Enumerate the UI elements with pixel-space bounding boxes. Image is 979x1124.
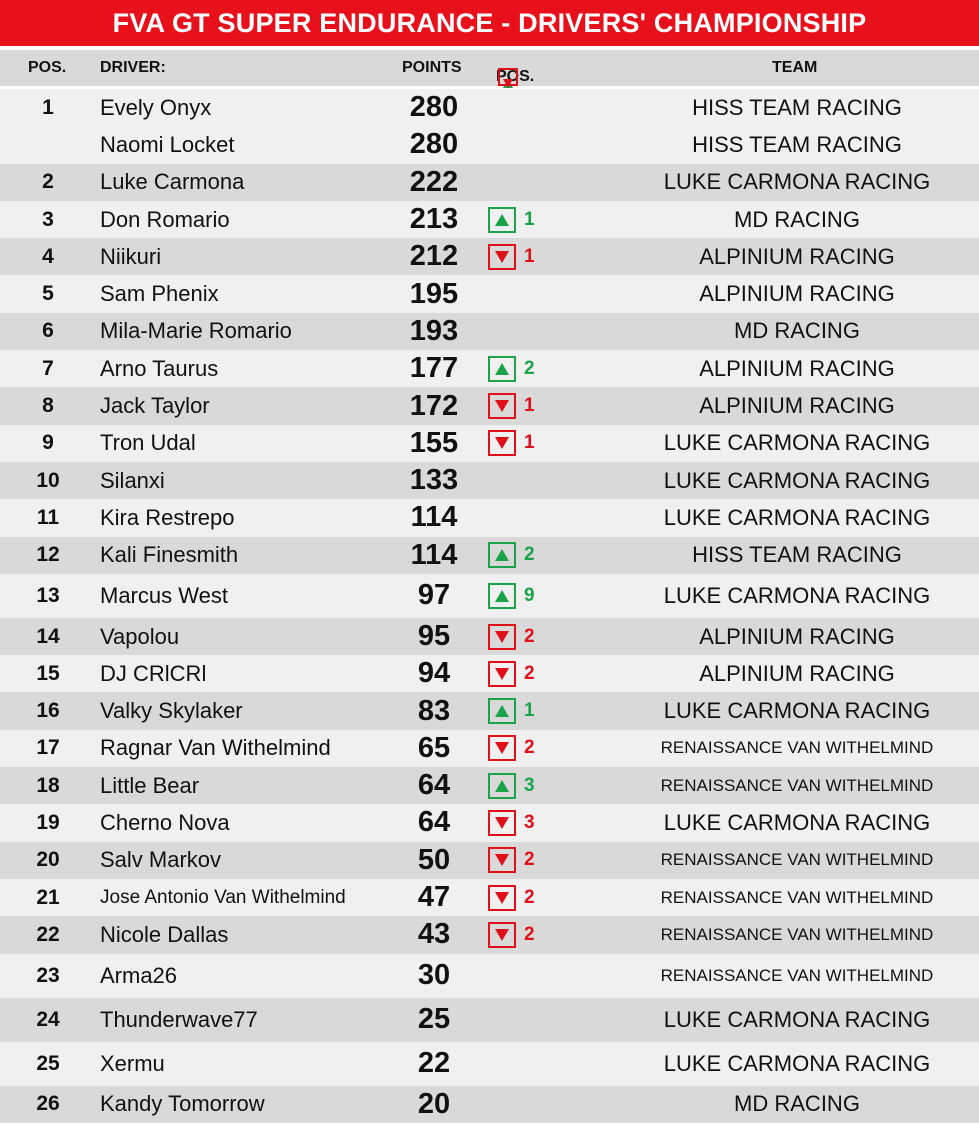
table-row <box>0 164 979 201</box>
position-change-value: 1 <box>524 700 535 722</box>
table-row <box>0 574 979 618</box>
points-cell: 22 <box>417 1047 451 1080</box>
table-row <box>0 804 979 841</box>
team-cell: LUKE CARMONA RACING <box>663 430 931 456</box>
team-cell: LUKE CARMONA RACING <box>663 582 931 608</box>
driver-cell: Vapolou <box>100 623 180 649</box>
points-cell: 114 <box>410 538 458 571</box>
team-cell: HISS TEAM RACING <box>692 542 902 568</box>
position-cell: 14 <box>36 624 60 648</box>
team-cell: RENAISSANCE VAN WITHELMIND <box>660 738 934 758</box>
position-change <box>488 244 535 270</box>
arrow-down-icon <box>488 624 516 650</box>
position-change-value: 2 <box>524 357 535 379</box>
driver-cell: Sam Phenix <box>100 281 219 307</box>
table-row <box>0 537 979 574</box>
driver-cell: Don Romario <box>100 206 230 232</box>
driver-cell: Evely Onyx <box>100 94 212 120</box>
table-row <box>0 618 979 655</box>
position-cell: 22 <box>36 922 60 946</box>
team-cell: RENAISSANCE VAN WITHELMIND <box>660 775 934 795</box>
driver-cell: Jose Antonio Van Withelmind <box>100 886 346 908</box>
arrow-down-icon <box>488 922 516 948</box>
team-cell: ALPINIUM RACING <box>699 393 895 419</box>
position-change <box>488 661 535 687</box>
driver-cell: Arno Taurus <box>100 355 219 381</box>
points-cell: 177 <box>409 352 459 385</box>
team-cell: LUKE CARMONA RACING <box>663 698 931 724</box>
team-cell: LUKE CARMONA RACING <box>663 1050 931 1076</box>
points-cell: 97 <box>417 579 451 612</box>
position-cell: 21 <box>36 885 60 909</box>
position-cell: 24 <box>36 1007 60 1031</box>
position-change <box>488 542 535 568</box>
team-cell: MD RACING <box>734 318 860 344</box>
table-row <box>0 275 979 312</box>
points-cell: 20 <box>417 1087 451 1120</box>
team-cell: ALPINIUM RACING <box>699 355 895 381</box>
team-cell: RENAISSANCE VAN WITHELMIND <box>660 887 934 907</box>
driver-cell: Thunderwave77 <box>100 1006 258 1032</box>
table-row <box>0 499 979 536</box>
position-cell: 4 <box>42 244 54 268</box>
position-cell: 16 <box>36 699 60 723</box>
points-cell: 50 <box>417 843 451 876</box>
arrow-up-icon <box>488 356 516 382</box>
arrow-down-icon <box>488 885 516 911</box>
driver-cell: Silanxi <box>100 467 165 493</box>
arrow-down-icon <box>488 810 516 836</box>
driver-cell: Ragnar Van Withelmind <box>100 735 331 761</box>
position-cell: 15 <box>36 661 60 685</box>
position-change <box>488 207 535 233</box>
arrow-up-icon <box>488 698 516 724</box>
points-cell: 64 <box>417 806 451 839</box>
driver-cell: Jack Taylor <box>100 393 210 419</box>
arrow-up-icon <box>488 207 516 233</box>
position-change-value: 2 <box>524 886 535 908</box>
position-change <box>488 583 535 609</box>
table-row <box>0 313 979 350</box>
position-cell: 1 <box>42 95 54 119</box>
team-cell: HISS TEAM RACING <box>692 131 902 157</box>
header-pos: POS. <box>28 59 67 76</box>
driver-cell: Xermu <box>100 1050 165 1076</box>
position-cell: 10 <box>36 468 60 492</box>
position-cell: 3 <box>42 207 54 231</box>
position-cell: 25 <box>36 1051 60 1075</box>
driver-cell: Kandy Tomorrow <box>100 1091 265 1117</box>
points-cell: 212 <box>409 240 459 273</box>
table-row <box>0 916 979 953</box>
arrow-up-icon <box>488 542 516 568</box>
points-cell: 172 <box>409 389 459 422</box>
driver-cell: Niikuri <box>100 243 162 269</box>
position-change-value: 3 <box>524 774 535 796</box>
points-cell: 94 <box>417 657 451 690</box>
position-change <box>488 847 535 873</box>
position-cell: 23 <box>36 963 60 987</box>
position-change-value: 1 <box>524 432 535 454</box>
position-change-value: 9 <box>524 584 535 606</box>
table-row <box>0 201 979 238</box>
team-cell: ALPINIUM RACING <box>699 623 895 649</box>
team-cell: LUKE CARMONA RACING <box>663 1006 931 1032</box>
position-cell: 12 <box>36 543 60 567</box>
position-change <box>488 773 535 799</box>
points-cell: 30 <box>417 959 451 992</box>
table-row <box>0 462 979 499</box>
table-row <box>0 238 979 275</box>
team-cell: ALPINIUM RACING <box>699 243 895 269</box>
driver-cell: Mila-Marie Romario <box>100 318 292 344</box>
driver-cell: Kali Finesmith <box>100 542 239 568</box>
page-title: FVA GT SUPER ENDURANCE - DRIVERS' CHAMPIONSHIP <box>0 0 979 46</box>
driver-cell: Tron Udal <box>100 430 196 456</box>
position-cell: 6 <box>42 319 54 343</box>
position-change-value: 1 <box>524 208 535 230</box>
points-cell: 195 <box>409 277 459 310</box>
team-cell: LUKE CARMONA RACING <box>663 809 931 835</box>
position-change-value: 2 <box>524 923 535 945</box>
driver-cell: Marcus West <box>100 582 228 608</box>
points-cell: 43 <box>417 918 451 951</box>
points-cell: 193 <box>409 314 459 347</box>
table-row <box>0 730 979 767</box>
table-header <box>0 50 979 86</box>
position-change <box>488 885 535 911</box>
position-cell: 7 <box>42 356 54 380</box>
table-row <box>0 89 979 126</box>
position-cell: 19 <box>36 810 60 834</box>
team-cell: LUKE CARMONA RACING <box>663 169 931 195</box>
table-row <box>0 655 979 692</box>
table-row <box>0 387 979 424</box>
position-change <box>488 735 535 761</box>
arrow-down-icon <box>488 661 516 687</box>
table-row <box>0 425 979 462</box>
header-team: TEAM <box>772 59 818 76</box>
table-row <box>0 1042 979 1086</box>
header-driver: DRIVER: <box>100 59 166 76</box>
driver-cell: Arma26 <box>100 962 178 988</box>
position-change <box>488 624 535 650</box>
arrow-up-icon <box>488 583 516 609</box>
position-change-value: 2 <box>524 544 535 566</box>
team-cell: ALPINIUM RACING <box>699 281 895 307</box>
position-change-value: 2 <box>524 625 535 647</box>
position-change-value: 2 <box>524 849 535 871</box>
driver-cell: Salv Markov <box>100 847 222 873</box>
points-cell: 222 <box>409 165 459 198</box>
arrow-down-icon <box>488 393 516 419</box>
position-cell: 20 <box>36 848 60 872</box>
driver-cell: DJ CRlCRl <box>100 660 207 686</box>
arrow-down-icon <box>488 735 516 761</box>
position-cell: 5 <box>42 282 54 306</box>
standings-table <box>0 89 979 1123</box>
table-row <box>0 126 979 163</box>
position-change-value: 3 <box>524 811 535 833</box>
points-cell: 83 <box>417 694 451 727</box>
position-cell: 8 <box>42 394 54 418</box>
arrow-up-icon <box>488 773 516 799</box>
position-change <box>488 810 535 836</box>
position-cell: 9 <box>42 431 54 455</box>
points-cell: 95 <box>417 620 451 652</box>
position-change <box>488 356 535 382</box>
team-cell: HISS TEAM RACING <box>692 94 902 120</box>
points-cell: 280 <box>409 91 459 124</box>
position-change-value: 1 <box>524 395 535 417</box>
points-cell: 155 <box>409 426 459 459</box>
position-change <box>488 922 535 948</box>
table-row <box>0 879 979 916</box>
position-cell: 17 <box>36 736 60 760</box>
arrow-down-icon <box>488 244 516 270</box>
points-cell: 25 <box>417 1003 451 1036</box>
driver-cell: Nicole Dallas <box>100 921 229 947</box>
position-change <box>488 698 535 724</box>
team-cell: RENAISSANCE VAN WITHELMIND <box>660 924 934 944</box>
position-change-value: 1 <box>524 245 535 267</box>
table-row <box>0 954 979 998</box>
team-cell: ALPINIUM RACING <box>699 660 895 686</box>
arrow-down-icon <box>488 847 516 873</box>
table-row <box>0 1086 979 1123</box>
points-cell: 280 <box>409 128 459 161</box>
points-cell: 64 <box>417 769 451 802</box>
points-cell: 65 <box>417 731 451 764</box>
points-cell: 133 <box>409 464 459 497</box>
position-change-value: 2 <box>524 737 535 759</box>
team-cell: RENAISSANCE VAN WITHELMIND <box>660 965 934 985</box>
team-cell: LUKE CARMONA RACING <box>663 504 931 530</box>
driver-cell: Valky Skylaker <box>100 698 243 724</box>
team-cell: RENAISSANCE VAN WITHELMIND <box>660 850 934 870</box>
position-change-value: 2 <box>524 662 535 684</box>
header-points: POINTS <box>402 59 462 76</box>
driver-cell: Cherno Nova <box>100 809 230 835</box>
header-pos-change-label: POS. <box>496 68 535 85</box>
driver-cell: Kira Restrepo <box>100 504 235 530</box>
points-cell: 47 <box>417 881 451 914</box>
team-cell: MD RACING <box>734 206 860 232</box>
driver-cell: Luke Carmona <box>100 169 245 195</box>
position-change <box>488 393 535 419</box>
position-cell: 18 <box>36 773 60 797</box>
table-row <box>0 692 979 729</box>
arrow-down-icon <box>488 430 516 456</box>
driver-cell: Little Bear <box>100 772 200 798</box>
team-cell: MD RACING <box>734 1091 860 1117</box>
position-cell: 11 <box>36 505 60 529</box>
table-row <box>0 350 979 387</box>
table-row <box>0 842 979 879</box>
team-cell: LUKE CARMONA RACING <box>663 467 931 493</box>
points-cell: 213 <box>409 203 459 236</box>
position-cell: 26 <box>36 1092 60 1116</box>
position-change <box>488 430 535 456</box>
arrow-down-icon <box>498 68 518 86</box>
position-cell: 2 <box>42 170 54 194</box>
table-row <box>0 767 979 804</box>
driver-cell: Naomi Locket <box>100 131 235 157</box>
position-cell: 13 <box>36 583 60 607</box>
table-row <box>0 998 979 1042</box>
points-cell: 114 <box>410 501 458 534</box>
